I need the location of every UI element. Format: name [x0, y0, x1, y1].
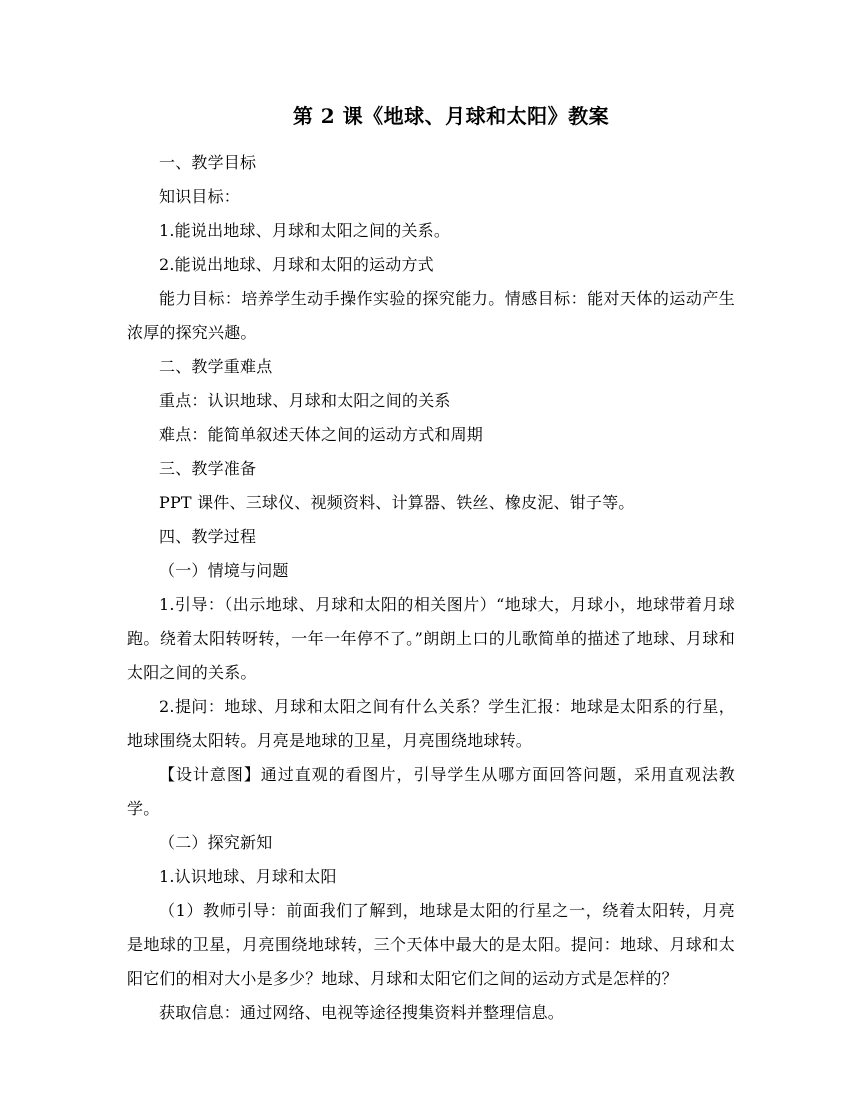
section-heading-preparation: 三、教学准备: [159, 459, 257, 478]
paragraph-knowledge-goal-2: 2.能说出地球、月球和太阳的运动方式: [159, 255, 434, 274]
paragraph-knowledge-goal-1: 1.能说出地球、月球和太阳之间的关系。: [159, 221, 451, 240]
paragraph-materials: PPT 课件、三球仪、视频资料、计算器、铁丝、橡皮泥、钳子等。: [159, 493, 635, 512]
section-heading-objectives: 一、教学目标: [159, 153, 257, 172]
paragraph-guidance: 1.引导：（出示地球、月球和太阳的相关图片）“地球大，月球小，地球带着月球跑。绕着太阳转呀转，一年一年停不了。”朗朗上口的儿歌简单的描述了地球、月球和太阳之间的关系。: [127, 595, 735, 682]
paragraph-question: 2.提问：地球、月球和太阳之间有什么关系？学生汇报：地球是太阳系的行星，地球围绕太阳转。月亮是地球的卫星，月亮围绕地球转。: [127, 697, 735, 750]
paragraph-get-information: 获取信息：通过网络、电视等途径搜集资料并整理信息。: [159, 1003, 565, 1022]
document-body: [127, 96, 735, 1030]
paragraph-recognize-bodies: 1.认识地球、月球和太阳: [159, 867, 337, 886]
subsection-heading-explore: （二）探究新知: [159, 833, 273, 852]
section-heading-process: 四、教学过程: [159, 527, 257, 546]
paragraph-key-point: 重点：认识地球、月球和太阳之间的关系: [159, 391, 451, 410]
subsection-heading-situation: （一）情境与问题: [159, 561, 289, 580]
paragraph-knowledge-goal-label: 知识目标：: [159, 187, 241, 206]
paragraph-teacher-guidance: （1）教师引导：前面我们了解到，地球是太阳的行星之一，绕着太阳转，月亮是地球的卫星，月亮围绕地球转，三个天体中最大的是太阳。提问：地球、月球和太阳它们的相对大小是多少？地球、月球和太阳它们之间的运动方式是怎样的？: [127, 901, 735, 988]
paragraph-ability-emotion-goals: 能力目标：培养学生动手操作实验的探究能力。情感目标：能对天体的运动产生浓厚的探究兴趣。: [127, 289, 735, 342]
document-title: 第 2 课《地球、月球和太阳》教案: [292, 104, 610, 128]
paragraph-design-intent: 【设计意图】通过直观的看图片，引导学生从哪方面回答问题，采用直观法教学。: [127, 765, 735, 818]
section-heading-key-points: 二、教学重难点: [159, 357, 273, 376]
paragraph-difficult-point: 难点：能简单叙述天体之间的运动方式和周期: [159, 425, 484, 444]
